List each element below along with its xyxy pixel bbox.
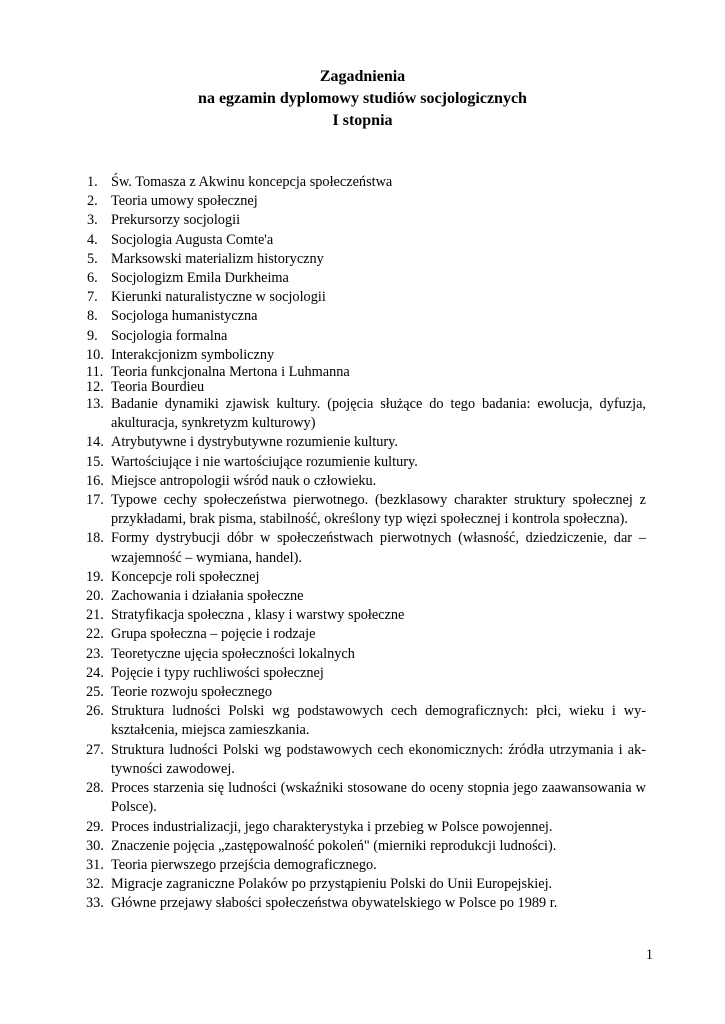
list-item-number: 29. — [86, 818, 104, 835]
list-item — [86, 395, 646, 433]
list-item — [86, 587, 646, 606]
list-item-number: 1. — [87, 174, 98, 190]
list-item-text: Stratyfikacja społeczna , klasy i warstwy społeczne — [111, 607, 405, 624]
list-item-text: Proces starzenia się ludności (wskaźniki stosowane do oceny stopnia jego zaawansowania w Polsce). — [111, 780, 646, 816]
list-item-text: Wartościujące i nie wartościujące rozumienie kultury. — [111, 453, 418, 470]
page-number: 1 — [645, 947, 653, 963]
list-item-number: 2. — [87, 193, 98, 210]
list-item-number: 22. — [86, 626, 104, 643]
topic-list — [86, 173, 646, 914]
list-item — [86, 250, 646, 269]
list-item — [86, 664, 646, 683]
list-item-number: 10. — [86, 346, 104, 363]
list-item-text: Proces industrializacji, jego charakterystyka i przebieg w Polsce powojennej. — [111, 818, 553, 835]
list-item — [86, 568, 646, 587]
list-item-number: 14. — [86, 434, 104, 451]
list-item-text: Struktura ludności Polski wg podstawowych cech ekonomicznych: źródła utrzymania i ak-tywności zawodowej. — [111, 741, 646, 777]
list-item — [86, 269, 646, 288]
list-item-number: 31. — [86, 856, 104, 873]
list-item-text: Teorie rozwoju społecznego — [111, 684, 272, 701]
list-item-number: 11. — [86, 364, 104, 381]
list-item-number: 28. — [86, 780, 104, 797]
list-item-text: Teoria pierwszego przejścia demograficznego. — [111, 856, 377, 873]
list-item — [86, 837, 646, 856]
list-item — [86, 307, 646, 326]
list-item — [86, 702, 646, 740]
list-item-text: Teoria funkcjonalna Mertona i Luhmanna — [111, 364, 350, 381]
list-item-number: 6. — [87, 270, 98, 287]
list-item — [86, 192, 646, 211]
list-item — [86, 683, 646, 702]
list-item-text: Teoretyczne ujęcia społeczności lokalnych — [111, 645, 355, 662]
list-item-text: Migracje zagraniczne Polaków po przystąpieniu Polski do Unii Europejskiej. — [111, 876, 553, 893]
list-item — [86, 491, 646, 529]
list-item-number: 25. — [86, 684, 104, 701]
list-item-text: Pojęcie i typy ruchliwości społecznej — [111, 664, 324, 681]
list-item — [86, 453, 646, 472]
list-item — [86, 645, 646, 664]
list-item-text: Socjologia formalna — [111, 327, 228, 344]
list-item-text: Miejsce antropologii wśród nauk o człowieku. — [111, 472, 377, 489]
list-item-text: Zachowania i działania społeczne — [111, 588, 304, 605]
list-item-text: Główne przejawy słabości społeczeństwa obywatelskiego w Polsce po 1989 r. — [111, 895, 558, 912]
list-item — [86, 779, 646, 817]
list-item-number: 9. — [87, 327, 98, 344]
list-item — [86, 211, 646, 230]
list-item-text: Socjologa humanistyczna — [111, 308, 258, 325]
list-item — [86, 380, 646, 395]
list-item — [86, 894, 646, 913]
list-item-number: 3. — [87, 212, 98, 229]
list-item — [86, 606, 646, 625]
list-item-text: Struktura ludności Polski wg podstawowych cech demograficznych: płci, wieku i wy-kształcenia, miejsca zamieszkania. — [111, 703, 646, 739]
list-item-number: 30. — [86, 837, 104, 854]
list-item-text: Atrybutywne i dystrybutywne rozumienie kultury. — [111, 434, 398, 451]
list-item-number: 12. — [86, 379, 104, 396]
list-item — [86, 231, 646, 250]
list-item-number: 32. — [86, 876, 104, 893]
list-item — [86, 856, 646, 875]
list-item-number: 15. — [86, 453, 104, 470]
list-item-text: Koncepcje roli społecznej — [111, 568, 260, 585]
list-item-text: Badanie dynamiki zjawisk kultury. (pojęcia służące do tego badania: ewolucja, dyfuzja, akulturacja, synkretyzm kulturowy) — [111, 396, 646, 432]
list-item-text: Socjologizm Emila Durkheima — [111, 270, 289, 287]
list-item — [86, 625, 646, 644]
list-item-number: 24. — [86, 664, 104, 681]
list-item-number: 23. — [86, 645, 104, 662]
list-item-number: 16. — [86, 472, 104, 489]
list-item-number: 21. — [86, 607, 104, 624]
list-item-number: 8. — [87, 308, 98, 325]
list-item — [86, 472, 646, 491]
list-item-text: Znaczenie pojęcia „zastępowalność pokoleń" (mierniki reprodukcji ludności). — [111, 837, 557, 854]
list-item-number: 33. — [86, 895, 104, 912]
list-item — [86, 365, 646, 380]
list-item-number: 13. — [86, 396, 104, 413]
list-item-text: Kierunki naturalistyczne w socjologii — [111, 289, 326, 306]
list-item-number: 18. — [86, 530, 104, 547]
list-item-number: 20. — [86, 588, 104, 605]
list-item-text: Teoria Bourdieu — [111, 379, 205, 396]
list-item-number: 27. — [86, 741, 104, 758]
title-line-2: na egzamin dyplomowy studiów socjologicznych — [198, 90, 527, 107]
list-item-text: Grupa społeczna – pojęcie i rodzaje — [111, 626, 316, 643]
list-item-number: 26. — [86, 703, 104, 720]
list-item-number: 7. — [87, 289, 98, 306]
list-item-text: Typowe cechy społeczeństwa pierwotnego. (bezklasowy charakter struktury społecznej z przykładami, brak pisma, stabilność, określony typ więzi społecznej i kontrola społeczna). — [111, 492, 646, 528]
list-item-text: Prekursorzy socjologii — [111, 212, 241, 229]
list-item — [86, 741, 646, 779]
list-item-text: Św. Tomasza z Akwinu koncepcja społeczeństwa — [111, 174, 393, 190]
list-item — [86, 875, 646, 894]
list-item — [86, 818, 646, 837]
list-item — [86, 173, 646, 192]
list-item-number: 19. — [86, 568, 104, 585]
list-item — [86, 433, 646, 452]
list-item-number: 4. — [87, 231, 98, 248]
list-item-text: Teoria umowy społecznej — [111, 193, 258, 210]
list-item-number: 5. — [87, 250, 98, 267]
list-item-text: Interakcjonizm symboliczny — [111, 346, 275, 363]
list-item — [86, 327, 646, 346]
list-item — [86, 529, 646, 567]
title-line-3: I stopnia — [332, 112, 393, 129]
title-line-1: Zagadnienia — [319, 68, 406, 85]
document-title — [0, 66, 725, 132]
list-item — [86, 288, 646, 307]
list-item-text: Socjologia Augusta Comte'a — [111, 231, 274, 248]
list-item — [86, 346, 646, 365]
list-item-number: 17. — [86, 492, 104, 509]
list-item-text: Formy dystrybucji dóbr w społeczeństwach pierwotnych (własność, dziedziczenie, dar – wzajemność – wymiana, handel). — [111, 530, 646, 566]
list-item-text: Marksowski materializm historyczny — [111, 250, 324, 267]
